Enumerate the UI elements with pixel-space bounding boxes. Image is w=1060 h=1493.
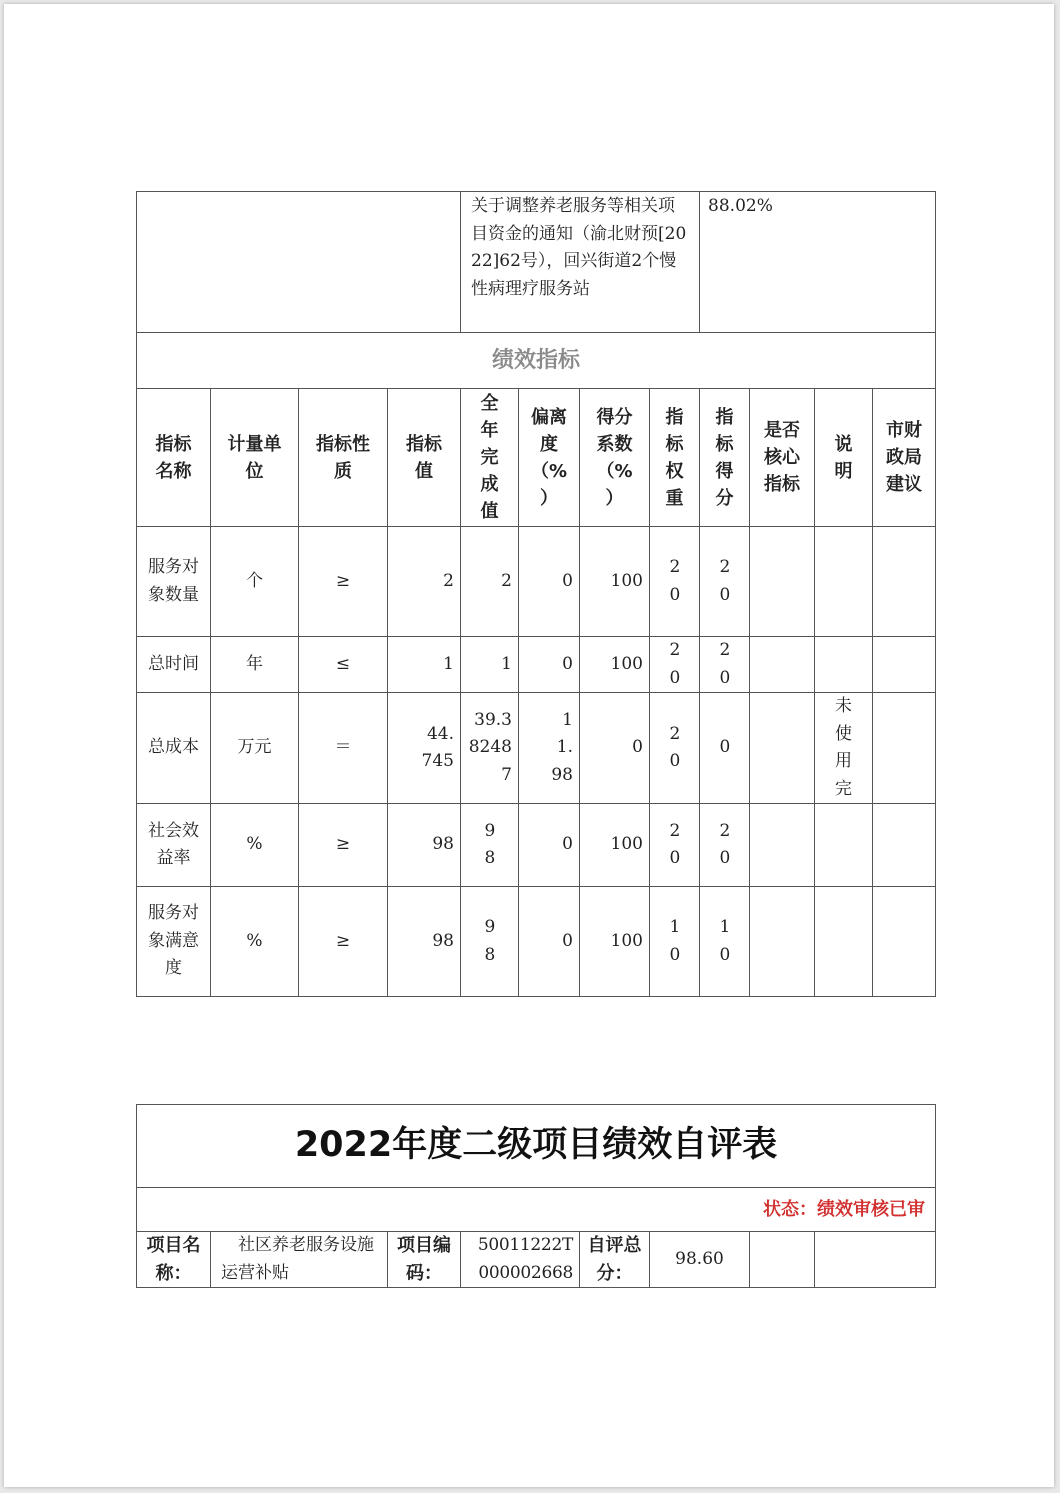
header-row: [137, 389, 936, 527]
header-note: 说明: [815, 389, 873, 527]
header-finance-advice: 市财政局建议: [873, 389, 936, 527]
score-coefficient: 100: [580, 637, 650, 693]
funding-basis-row: [137, 192, 936, 333]
note: 未使用完: [815, 693, 873, 804]
table-row: [137, 637, 936, 693]
actual-value: 2: [461, 527, 519, 637]
header-indicator-name: 指标名称: [137, 389, 211, 527]
unit: 个: [211, 527, 299, 637]
indicator-name: 服务对象满意度: [137, 887, 211, 997]
project-info-row: [137, 1232, 936, 1288]
nature: ≥: [299, 887, 388, 997]
note: [815, 527, 873, 637]
target-value: 44.745: [388, 693, 461, 804]
header-score-coefficient: 得分系数（%）: [580, 389, 650, 527]
finance-advice: [873, 637, 936, 693]
unit: 年: [211, 637, 299, 693]
funding-basis-text: 关于调整养老服务等相关项目资金的通知（渝北财预[2022]62号），回兴街道2个慢性病理疗服务站: [471, 196, 687, 299]
deviation: 0: [519, 887, 580, 997]
execution-rate-cell: [700, 192, 936, 333]
status-row: [137, 1188, 936, 1232]
weight: 20: [650, 637, 700, 693]
target-value: 2: [388, 527, 461, 637]
note: [815, 637, 873, 693]
score: 20: [700, 637, 750, 693]
core-indicator: [750, 804, 815, 887]
funding-basis-cell: [461, 192, 700, 333]
table-row: [137, 804, 936, 887]
deviation: 0: [519, 527, 580, 637]
finance-advice: [873, 887, 936, 997]
target-value: 98: [388, 887, 461, 997]
unit: 万元: [211, 693, 299, 804]
score: 10: [700, 887, 750, 997]
project-name-label: 项目名称：: [137, 1232, 211, 1288]
score-coefficient: 100: [580, 527, 650, 637]
self-score-label: 自评总分：: [580, 1232, 650, 1288]
project-name-cell: 社区养老服务设施运营补贴: [211, 1232, 388, 1288]
weight: 20: [650, 804, 700, 887]
table-row: [137, 887, 936, 997]
nature: ≤: [299, 637, 388, 693]
nature: ≥: [299, 527, 388, 637]
indicator-name: 总时间: [137, 637, 211, 693]
finance-advice: [873, 527, 936, 637]
core-indicator: [750, 527, 815, 637]
actual-value: 1: [461, 637, 519, 693]
score-coefficient: 100: [580, 887, 650, 997]
blank-cell: [815, 1232, 936, 1288]
target-value: 98: [388, 804, 461, 887]
nature: ≥: [299, 804, 388, 887]
actual-value: 98: [461, 887, 519, 997]
table-row: [137, 693, 936, 804]
score: 20: [700, 804, 750, 887]
header-core-indicator: 是否核心指标: [750, 389, 815, 527]
project-code-cell: 50011222T000002668: [461, 1232, 580, 1288]
score: 0: [700, 693, 750, 804]
header-weight: 指标权重: [650, 389, 700, 527]
header-target-value: 指标值: [388, 389, 461, 527]
core-indicator: [750, 887, 815, 997]
unit: %: [211, 887, 299, 997]
score-coefficient: 0: [580, 693, 650, 804]
header-actual-value: 全年完成值: [461, 389, 519, 527]
nature: ＝: [299, 693, 388, 804]
status-text: 状态：绩效审核已审: [137, 1188, 936, 1232]
actual-value: 98: [461, 804, 519, 887]
deviation: 0: [519, 637, 580, 693]
score: 20: [700, 527, 750, 637]
indicator-name: 总成本: [137, 693, 211, 804]
weight: 20: [650, 693, 700, 804]
section-title: 绩效指标: [137, 333, 936, 389]
section-title-row: [137, 333, 936, 389]
blank-cell: [750, 1232, 815, 1288]
form-title-row: [137, 1105, 936, 1188]
finance-advice: [873, 804, 936, 887]
weight: 20: [650, 527, 700, 637]
header-unit: 计量单位: [211, 389, 299, 527]
deviation: 11.98: [519, 693, 580, 804]
self-score-value: 98.60: [650, 1232, 750, 1288]
indicator-name: 服务对象数量: [137, 527, 211, 637]
deviation: 0: [519, 804, 580, 887]
target-value: 1: [388, 637, 461, 693]
blank-cell: [137, 192, 461, 333]
core-indicator: [750, 637, 815, 693]
document-page: [4, 4, 1054, 1487]
score-coefficient: 100: [580, 804, 650, 887]
core-indicator: [750, 693, 815, 804]
actual-value: 39.382487: [461, 693, 519, 804]
performance-indicators-table: [136, 191, 936, 997]
form-title: 2022年度二级项目绩效自评表: [137, 1105, 936, 1188]
unit: %: [211, 804, 299, 887]
table-row: [137, 527, 936, 637]
project-code-label: 项目编码：: [388, 1232, 461, 1288]
note: [815, 804, 873, 887]
header-score: 指标得分: [700, 389, 750, 527]
execution-rate-value: 88.02%: [708, 196, 773, 216]
self-evaluation-form: [136, 1104, 936, 1288]
finance-advice: [873, 693, 936, 804]
weight: 10: [650, 887, 700, 997]
header-nature: 指标性质: [299, 389, 388, 527]
note: [815, 887, 873, 997]
header-deviation: 偏离度（%）: [519, 389, 580, 527]
indicator-name: 社会效益率: [137, 804, 211, 887]
